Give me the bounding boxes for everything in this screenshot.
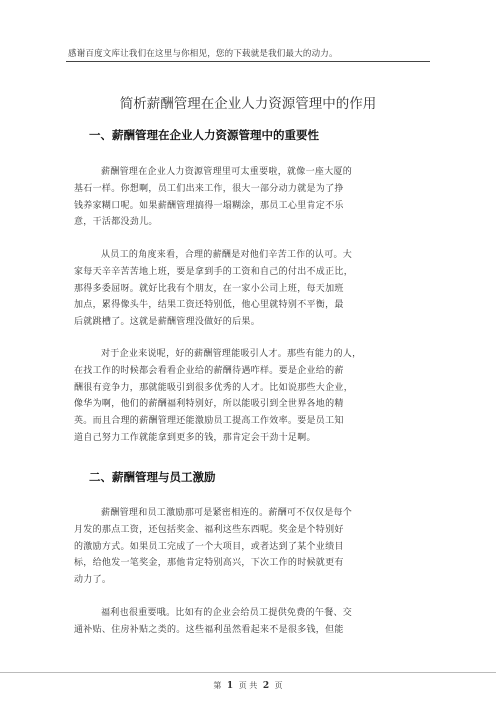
- text-line: 对于企业来说呢，好的薪酬管理能吸引人才。那些有能力的人，: [101, 349, 362, 359]
- paragraph: [74, 505, 424, 589]
- text-line: 那得多委屈呀。就好比我有个朋友，在一家小公司上班，每天加班: [74, 283, 344, 294]
- text-line: 基石一样。你想啊，员工们出来工作，很大一部分动力就是为了挣: [74, 183, 344, 194]
- footer-prefix: 第: [213, 681, 222, 690]
- current-page-number: 1: [226, 681, 234, 691]
- text-line: 动力了。: [74, 575, 112, 586]
- text-line: 薪酬管理在企业人力资源管理里可太重要啦，就像一座大厦的: [101, 167, 353, 177]
- text-line: 标，给他发一笔奖金，那他肯定特别高兴，下次工作的时候就更有: [74, 558, 344, 569]
- text-line: 道自己努力工作就能拿到更多的钱，那肯定会干劲十足啊。: [74, 432, 316, 443]
- text-line: 在找工作的时候都会看看企业给的薪酬待遇咋样。要是企业给的薪: [74, 365, 344, 376]
- text-line: 月发的那点工资，还包括奖金、福利这些东西呢。奖金是个特别好: [74, 524, 344, 535]
- text-line: 通补贴、住房补贴之类的。这些福利虽然看起来不是很多钱，但能: [74, 624, 344, 635]
- text-line: 后就跳槽了。这就是薪酬管理没做好的后果。: [74, 317, 261, 328]
- text-line: 家每天辛辛苦苦地上班，要是拿到手的工资和自己的付出不成正比，: [74, 266, 354, 277]
- text-line: 加点，累得像头牛，结果工资还特别低，他心里就特别不平衡，最: [74, 300, 344, 311]
- section-heading: 二、薪酬管理与员工激励: [89, 470, 216, 484]
- paragraph: [74, 605, 424, 639]
- text-line: 英。而且合理的薪酬管理还能激励员工提高工作效率。要是员工知: [74, 416, 344, 427]
- section-heading: 一、薪酬管理在企业人力资源管理中的重要性: [89, 128, 319, 142]
- paragraph: [74, 164, 424, 231]
- header-divider: [66, 61, 430, 62]
- total-page-count: 2: [262, 681, 270, 691]
- footer-separator: 页 共: [238, 681, 258, 690]
- paragraph: [74, 346, 424, 447]
- text-line: 的激励方式。如果员工完成了一个大项目，或者达到了某个业绩目: [74, 541, 344, 552]
- text-line: 福利也很重要哦。比如有的企业会给员工提供免费的午餐、交: [101, 608, 353, 618]
- text-line: 薪酬管理和员工激励那可是紧密相连的。薪酬可不仅仅是每个: [101, 508, 353, 518]
- text-line: 意，干活都没劲儿。: [74, 217, 158, 228]
- footer-suffix: 页: [274, 681, 283, 690]
- document-title: 简析薪酬管理在企业人力资源管理中的作用: [119, 96, 377, 112]
- text-line: 钱养家糊口呢。如果薪酬管理搞得一塌糊涂，那员工心里肯定不乐: [74, 200, 344, 211]
- text-line: 像华为啊，他们的薪酬福利特别好，所以能吸引到全世界各地的精: [74, 399, 344, 410]
- text-line: 从员工的角度来看，合理的薪酬是对他们辛苦工作的认可。大: [101, 250, 353, 260]
- page-header: 感谢百度文库让我们在这里与你相见，您的下载就是我们最大的动力。: [68, 49, 338, 59]
- paragraph: [74, 247, 424, 331]
- text-line: 酬很有竞争力，那就能吸引到很多优秀的人才。比如说那些大企业，: [74, 382, 354, 393]
- page-footer: [0, 680, 496, 691]
- footer-divider: [0, 672, 496, 673]
